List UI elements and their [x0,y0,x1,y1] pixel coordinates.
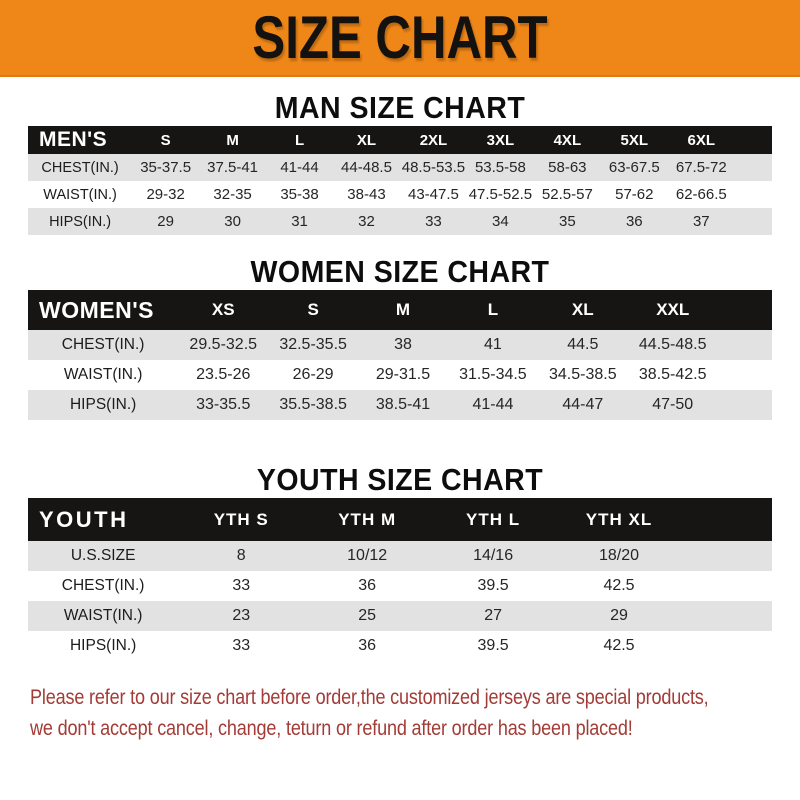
size-column-header: YTH XL [556,498,682,541]
measurement-cell: 44.5 [538,330,628,360]
row-label: CHEST(IN.) [28,330,178,360]
row-spacer [718,330,772,360]
measurement-row [28,181,772,208]
size-column-header: M [358,290,448,330]
men-table-title: MEN'S [28,126,132,154]
size-column-header: 6XL [668,126,735,154]
row-label: U.S.SIZE [28,541,178,571]
row-label: HIPS(IN.) [28,631,178,661]
size-column-header: 4XL [534,126,601,154]
size-column-header: XXL [628,290,718,330]
men-header-row [28,126,772,154]
measurement-cell: 37.5-41 [199,154,266,181]
measurement-cell: 43-47.5 [400,181,467,208]
size-column-header: YTH S [178,498,304,541]
footer-note [30,682,800,744]
measurement-cell: 38 [358,330,448,360]
row-label: WAIST(IN.) [28,360,178,390]
measurement-cell: 36 [601,208,668,235]
measurement-cell: 29-31.5 [358,360,448,390]
header-spacer [682,498,772,541]
men-size-table [28,126,772,235]
measurement-cell: 25 [304,601,430,631]
row-spacer [682,541,772,571]
women-table-title: WOMEN'S [28,290,178,330]
measurement-cell: 10/12 [304,541,430,571]
footer-line-1: Please refer to our size chart before order,the customized jerseys are special products, [30,686,709,709]
measurement-cell: 62-66.5 [668,181,735,208]
row-spacer [682,601,772,631]
youth-header-row [28,498,772,541]
size-column-header: L [448,290,538,330]
measurement-cell: 47.5-52.5 [467,181,534,208]
row-spacer [682,571,772,601]
size-chart-banner [0,0,800,77]
measurement-cell: 8 [178,541,304,571]
measurement-cell: 27 [430,601,556,631]
measurement-cell: 14/16 [430,541,556,571]
measurement-cell: 29.5-32.5 [178,330,268,360]
measurement-cell: 35-37.5 [132,154,199,181]
measurement-cell: 35 [534,208,601,235]
measurement-cell: 29 [132,208,199,235]
row-spacer [718,360,772,390]
row-label: HIPS(IN.) [28,390,178,420]
measurement-cell: 29 [556,601,682,631]
row-spacer [735,154,772,181]
row-spacer [735,208,772,235]
measurement-row [28,360,772,390]
size-column-header: XL [333,126,400,154]
measurement-cell: 41-44 [266,154,333,181]
size-column-header: M [199,126,266,154]
size-column-header: YTH L [430,498,556,541]
measurement-cell: 31.5-34.5 [448,360,538,390]
size-column-header: S [268,290,358,330]
measurement-cell: 57-62 [601,181,668,208]
measurement-cell: 34 [467,208,534,235]
women-size-table [28,290,772,420]
header-spacer [718,290,772,330]
measurement-cell: 44-47 [538,390,628,420]
measurement-cell: 42.5 [556,571,682,601]
measurement-row [28,330,772,360]
measurement-cell: 67.5-72 [668,154,735,181]
size-column-header: S [132,126,199,154]
measurement-cell: 42.5 [556,631,682,661]
row-label: WAIST(IN.) [28,181,132,208]
measurement-cell: 52.5-57 [534,181,601,208]
measurement-row [28,601,772,631]
measurement-cell: 58-63 [534,154,601,181]
row-label: CHEST(IN.) [28,571,178,601]
row-label: HIPS(IN.) [28,208,132,235]
women-header-row [28,290,772,330]
measurement-cell: 41 [448,330,538,360]
footer-line-2: we don't accept cancel, change, teturn or refund after order has been placed! [30,717,633,740]
measurement-cell: 44.5-48.5 [628,330,718,360]
youth-table-title: YOUTH [28,498,178,541]
measurement-cell: 36 [304,571,430,601]
measurement-cell: 32-35 [199,181,266,208]
measurement-cell: 29-32 [132,181,199,208]
measurement-cell: 35-38 [266,181,333,208]
header-spacer [735,126,772,154]
measurement-cell: 33-35.5 [178,390,268,420]
size-column-header: 2XL [400,126,467,154]
measurement-cell: 30 [199,208,266,235]
measurement-cell: 47-50 [628,390,718,420]
measurement-cell: 39.5 [430,631,556,661]
measurement-cell: 39.5 [430,571,556,601]
size-column-header: YTH M [304,498,430,541]
men-section-heading: MAN SIZE CHART [274,90,526,125]
size-column-header: 3XL [467,126,534,154]
measurement-row [28,154,772,181]
size-column-header: XL [538,290,628,330]
measurement-cell: 44-48.5 [333,154,400,181]
measurement-cell: 37 [668,208,735,235]
measurement-row [28,541,772,571]
measurement-cell: 33 [178,571,304,601]
row-label: WAIST(IN.) [28,601,178,631]
row-spacer [735,181,772,208]
measurement-cell: 23.5-26 [178,360,268,390]
row-spacer [718,390,772,420]
measurement-cell: 32.5-35.5 [268,330,358,360]
measurement-cell: 32 [333,208,400,235]
measurement-cell: 34.5-38.5 [538,360,628,390]
measurement-row [28,571,772,601]
size-column-header: 5XL [601,126,668,154]
measurement-cell: 63-67.5 [601,154,668,181]
measurement-cell: 18/20 [556,541,682,571]
measurement-cell: 35.5-38.5 [268,390,358,420]
measurement-row [28,208,772,235]
size-column-header: XS [178,290,268,330]
row-label: CHEST(IN.) [28,154,132,181]
measurement-cell: 36 [304,631,430,661]
banner-title: SIZE CHART [252,4,548,71]
measurement-cell: 33 [400,208,467,235]
measurement-cell: 53.5-58 [467,154,534,181]
measurement-cell: 33 [178,631,304,661]
measurement-cell: 41-44 [448,390,538,420]
measurement-cell: 38.5-42.5 [628,360,718,390]
row-spacer [682,631,772,661]
youth-section-heading: YOUTH SIZE CHART [256,462,544,497]
measurement-cell: 31 [266,208,333,235]
youth-size-table [28,498,772,661]
measurement-row [28,390,772,420]
size-column-header: L [266,126,333,154]
women-section-heading: WOMEN SIZE CHART [250,254,550,289]
measurement-cell: 38.5-41 [358,390,448,420]
measurement-cell: 23 [178,601,304,631]
measurement-cell: 48.5-53.5 [400,154,467,181]
measurement-cell: 38-43 [333,181,400,208]
measurement-row [28,631,772,661]
measurement-cell: 26-29 [268,360,358,390]
